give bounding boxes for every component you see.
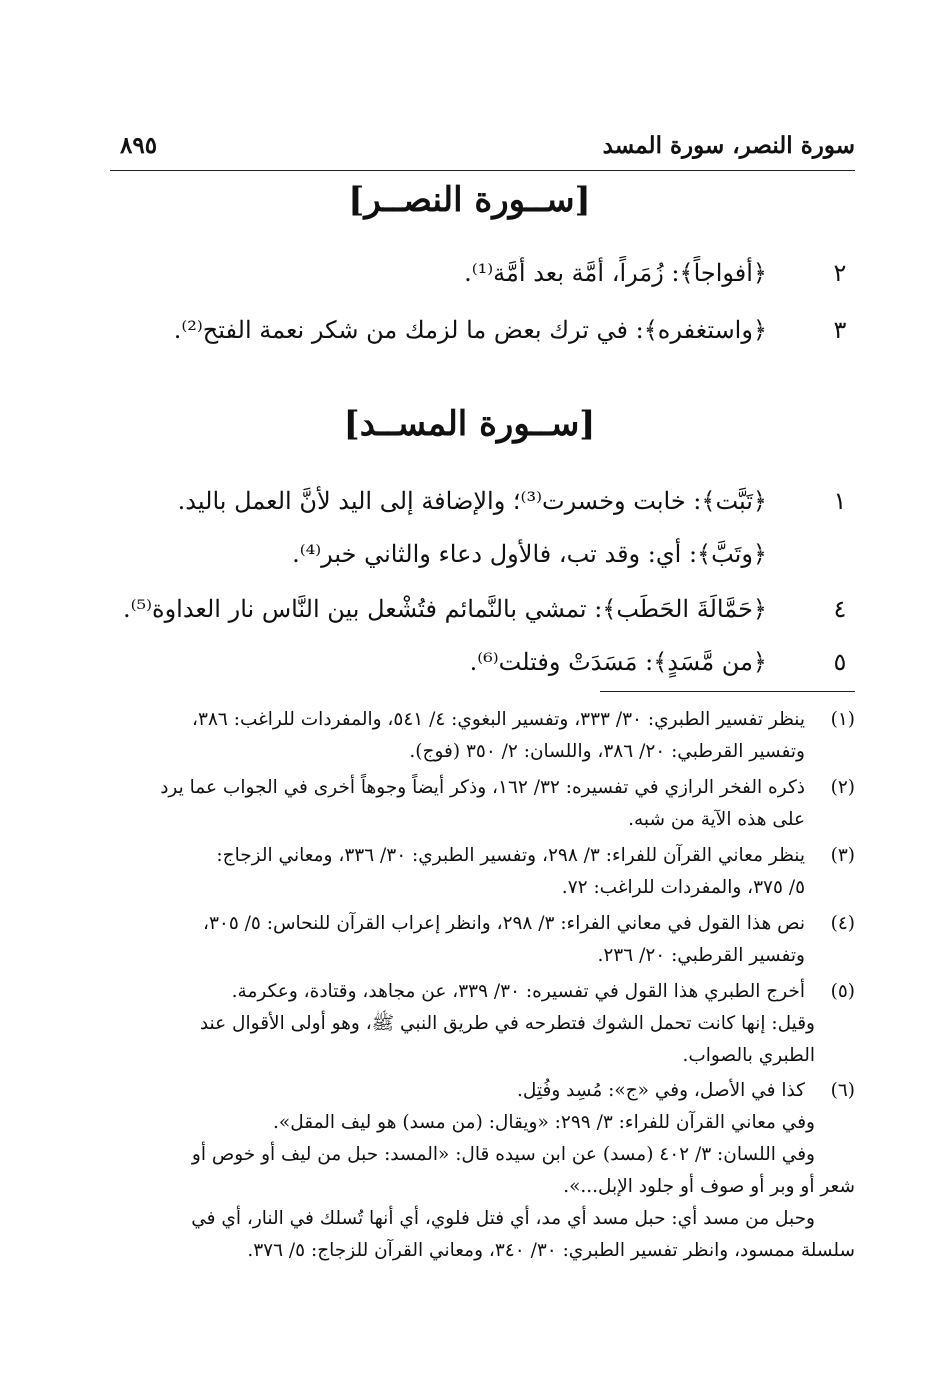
verse-number: ٢: [833, 259, 847, 287]
verse-number: ٤: [833, 595, 847, 623]
footnote-line: على هذه الآية من شبه.: [628, 809, 805, 830]
verse-gloss: ﴿أفواجاً﴾: زُمَراً، أمَّة بعد أُمَّة⁽¹⁾.: [464, 259, 767, 287]
footnote-line: ينظر تفسير الطبري: ٣٠/ ٣٣٣، وتفسير البغوي: ٤/ ٥٤١، والمفردات للراغب: ٣٨٦،: [192, 709, 805, 730]
footnote-line: ٥/ ٣٧٥، والمفردات للراغب: ٧٢.: [561, 877, 805, 898]
footnote-line: أخرج الطبري هذا القول في تفسيره: ٣٠/ ٣٣٩، عن مجاهد، وقتادة، وعكرمة.: [231, 981, 805, 1002]
footnote-separator: [600, 691, 855, 692]
footnote-3: [105, 840, 855, 904]
footnote-line: كذا في الأصل، وفي «ج»: مُسِد وفُتِل.: [517, 1080, 805, 1101]
footnote-line: وفي معاني القرآن للفراء: ٣/ ٢٩٩: «ويقال: (من مسد) هو ليف المقل».: [273, 1112, 815, 1133]
footnote-line: وفي اللسان: ٣/ ٤٠٢ (مسد) عن ابن سيده قال: «المسد: حبل من ليف أو خوص أو: [191, 1144, 815, 1165]
verse-gloss: ﴿من مَّسَدٍ﴾: مَسَدَتْ وفتلت⁽⁶⁾.: [469, 648, 767, 676]
verse-number: ١: [833, 487, 847, 515]
surah-heading-nasr: [ســورة النصــر]: [348, 180, 591, 220]
footnote-line: وقيل: إنها كانت تحمل الشوك فتطرحه في طريق النبي ﷺ، وهو أولى الأقوال عند: [199, 1013, 815, 1034]
footnote-line: ينظر معاني القرآن للفراء: ٣/ ٢٩٨، وتفسير الطبري: ٣٠/ ٣٣٦، ومعاني الزجاج:: [216, 845, 805, 866]
footnote-number: (٦): [830, 1080, 855, 1101]
footnote-line: سلسلة ممسود، وانظر تفسير الطبري: ٣٠/ ٣٤٠، ومعاني القرآن للزجاج: ٥/ ٣٧٦.: [247, 1240, 855, 1261]
verse-gloss: ﴿تَبَّت﴾: خابت وخسرت⁽³⁾؛ والإضافة إلى اليد لأنَّ العمل باليد.: [177, 487, 767, 515]
footnote-line: نص هذا القول في معاني الفراء: ٣/ ٢٩٨، وانظر إعراب القرآن للنحاس: ٥/ ٣٠٥،: [202, 913, 805, 934]
footnote-number: (٢): [830, 777, 855, 798]
footnote-line: وتفسير القرطبي: ٢٠/ ٢٣٦.: [597, 945, 805, 966]
surah-heading-masad: [ســورة المســد]: [343, 404, 596, 444]
page-number: ٨٩٥: [120, 132, 158, 159]
footnote-number: (٥): [830, 981, 855, 1002]
footnote-number: (٤): [830, 913, 855, 934]
footnote-4: [105, 908, 855, 972]
footnote-line: وحبل من مسد أي: حبل مسد أي مد، أي فتل فلوي، أي أنها تُسلك في النار، أي في: [191, 1208, 815, 1229]
verse-gloss: ﴿وتَبَّ﴾: أي: وقد تب، فالأول دعاء والثاني خبر⁽⁴⁾.: [292, 540, 767, 568]
footnote-number: (١): [830, 709, 855, 730]
footnote-line: ذكره الفخر الرازي في تفسيره: ٣٢/ ١٦٢، وذكر أيضاً وجوهاً أخرى في الجواب عما يرد: [160, 777, 805, 798]
footnote-5: [105, 976, 855, 1072]
footnote-2: [105, 772, 855, 836]
page-header: [110, 132, 855, 171]
verse-number: ٥: [833, 648, 847, 676]
footnote-1: [105, 704, 855, 768]
footnote-line: الطبري بالصواب.: [682, 1045, 815, 1066]
verse-gloss: ﴿حَمَّالَةَ الحَطَب﴾: تمشي بالنَّمائم فتُشْعل بين النَّاس نار العداوة⁽⁵⁾.: [122, 595, 767, 623]
footnote-6: [105, 1075, 855, 1267]
footnote-line: وتفسير القرطبي: ٢٠/ ٣٨٦، واللسان: ٢/ ٣٥٠ (فوج).: [409, 741, 805, 762]
verse-gloss: ﴿واستغفره﴾: في ترك بعض ما لزمك من شكر نعمة الفتح⁽²⁾.: [173, 316, 767, 344]
running-title: سورة النصر، سورة المسد: [602, 132, 855, 159]
footnote-number: (٣): [830, 845, 855, 866]
footnote-line: شعر أو وبر أو صوف أو جلود الإبل...».: [563, 1176, 855, 1197]
verse-number: ٣: [833, 316, 847, 344]
